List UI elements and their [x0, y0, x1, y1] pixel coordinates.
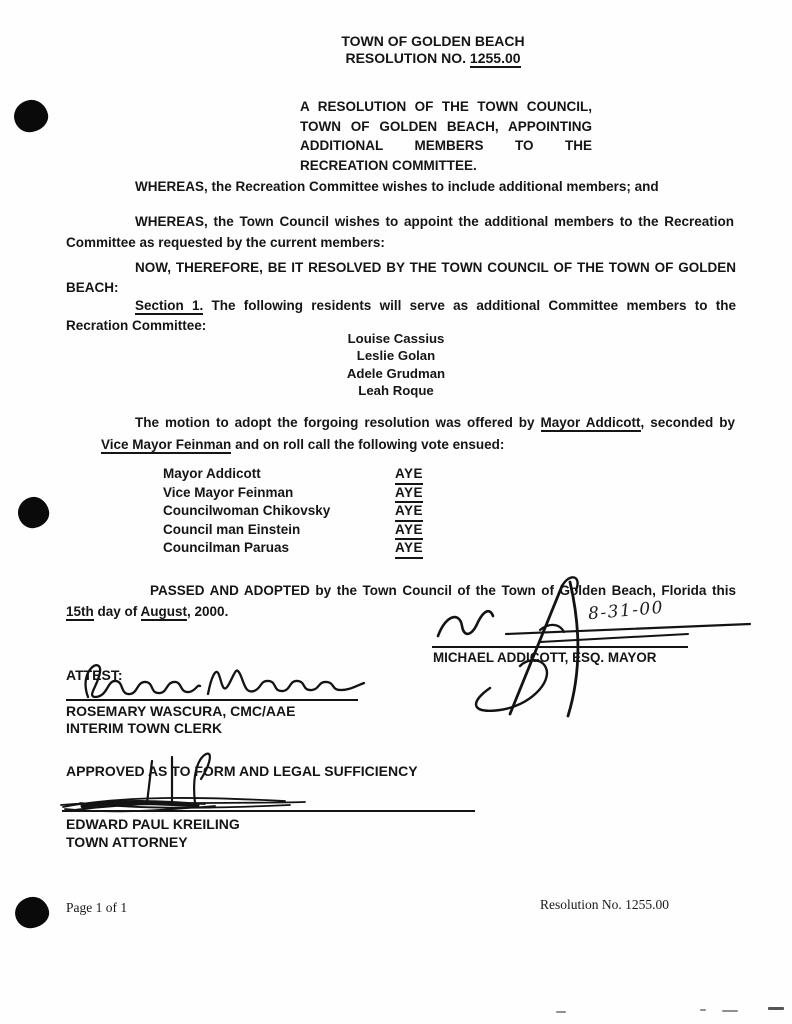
seconded-by: Vice Mayor Feinman: [101, 436, 232, 452]
vote-name: Councilman Paruas: [163, 540, 290, 555]
vote-value: AYE: [395, 466, 423, 485]
paragraph-section-1: Section 1. The following residents will serve as additional Committee members to the Recration Committee:: [66, 298, 736, 333]
paragraph-whereas-1: WHEREAS, the Recreation Committee wishes to include additional members; and: [135, 179, 659, 194]
vote-value: AYE: [395, 485, 423, 504]
scan-noise: [700, 1009, 706, 1011]
section-1-label: Section 1.: [135, 298, 204, 313]
vote-value: AYE: [395, 540, 423, 559]
member-item: Leah Roque: [358, 383, 434, 399]
mayor-signature-ink: [420, 570, 760, 720]
scan-noise: [556, 1011, 566, 1013]
clerk-signature-ink: [58, 650, 368, 705]
adoption-day: 15th: [66, 604, 94, 619]
paragraph-adoption: PASSED AND ADOPTED by the Town Council of the Town of Golden Beach, Florida this 15th day of August, 2000.: [66, 583, 736, 619]
roll-call-table: [163, 466, 503, 559]
roll-call-row: [163, 466, 503, 485]
roll-call-row: [163, 503, 503, 522]
roll-call-row: [163, 540, 503, 559]
adoption-month: August: [140, 604, 188, 619]
mayor-signature-line: [432, 646, 688, 648]
member-item: Louise Cassius: [347, 331, 445, 346]
paragraph-resolved: NOW, THEREFORE, BE IT RESOLVED BY THE TOWN COUNCIL OF THE TOWN OF GOLDEN BEACH:: [66, 260, 736, 295]
attest-label: ATTEST:: [66, 667, 123, 683]
clerk-name: ROSEMARY WASCURA, CMC/AAE: [66, 703, 296, 719]
resolution-number: 1255.00: [469, 50, 521, 66]
hole-punch-mark-middle: [16, 495, 52, 531]
vote-value: AYE: [395, 503, 423, 522]
members-list: [0, 330, 792, 400]
vote-name: Council man Einstein: [163, 521, 301, 537]
clerk-title: INTERIM TOWN CLERK: [66, 720, 223, 736]
attorney-signature-line: [62, 810, 475, 812]
scan-noise: [722, 1010, 738, 1012]
document-title-block: [293, 33, 573, 67]
hole-punch-mark-top: [11, 97, 50, 134]
member-item: Leslie Golan: [356, 348, 436, 364]
resolution-number-line: RESOLUTION NO. 1255.00: [345, 50, 521, 66]
vote-value: AYE: [395, 522, 423, 541]
hole-punch-mark-bottom: [13, 894, 52, 930]
paragraph-whereas-2: WHEREAS, the Town Council wishes to appoint the additional members to the Recreation Committee as requested by the current members:: [66, 214, 734, 250]
approval-line: APPROVED AS TO FORM AND LEGAL SUFFICIENCY: [66, 763, 418, 779]
roll-call-row: [163, 522, 503, 541]
footer-resolution-number: Resolution No. 1255.00: [540, 897, 670, 912]
attorney-signature-ink: [55, 745, 485, 820]
vote-name: Mayor Addicott: [163, 466, 261, 481]
offered-by: Mayor Addicott: [540, 415, 641, 430]
vote-name: Councilwoman Chikovsky: [163, 503, 331, 518]
member-item: Adele Grudman: [346, 365, 446, 381]
attorney-name: EDWARD PAUL KREILING: [66, 816, 240, 832]
signature-date: 8-31-00: [587, 597, 665, 625]
vote-name: Vice Mayor Feinman: [163, 484, 294, 500]
clerk-signature-line: [66, 699, 358, 701]
footer-page-number: Page 1 of 1: [66, 900, 128, 915]
roll-call-row: [163, 485, 503, 504]
attorney-title: TOWN ATTORNEY: [66, 834, 188, 850]
mayor-name: MICHAEL ADDICOTT, ESQ. MAYOR: [433, 650, 657, 665]
paragraph-motion: The motion to adopt the forgoing resolution was offered by Mayor Addicott, seconded by Vice Mayor Feinman and on roll call the following vote ensued:: [101, 415, 735, 452]
scan-noise: [768, 1007, 784, 1010]
town-name: TOWN OF GOLDEN BEACH: [341, 33, 525, 49]
resolution-subtitle: A RESOLUTION OF THE TOWN COUNCIL, TOWN OF GOLDEN BEACH, APPOINTING ADDITIONAL MEMBERS TO THE RECREATION COMMITTEE.: [300, 99, 592, 173]
